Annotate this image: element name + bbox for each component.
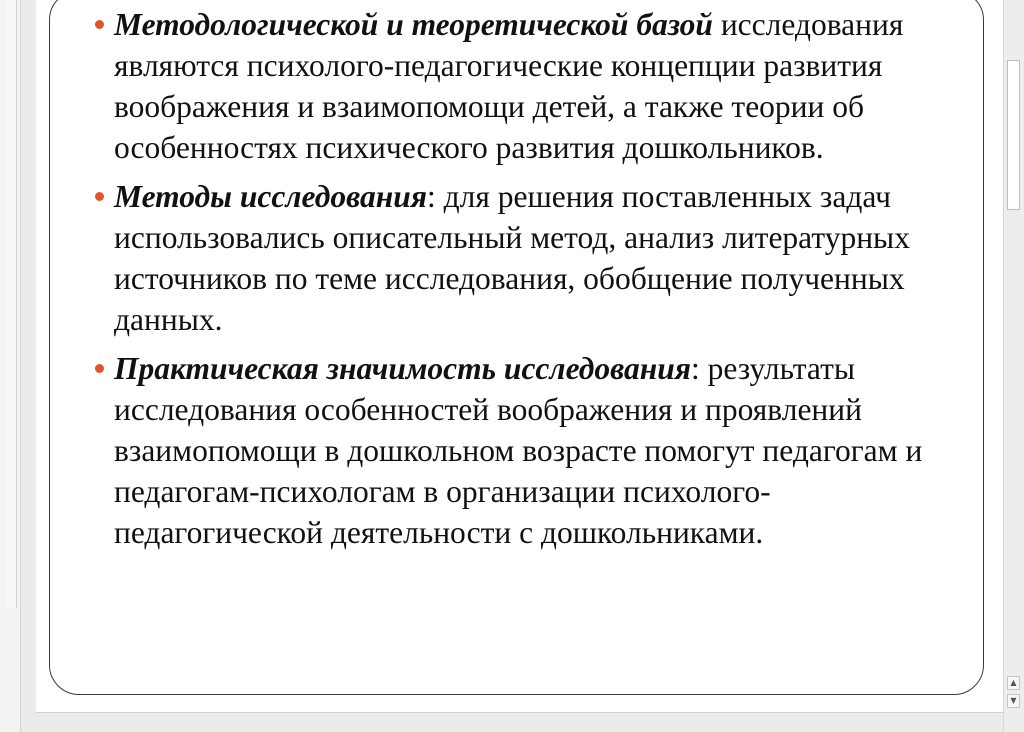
- thumbnail-scrollbar[interactable]: [6, 0, 17, 608]
- bullet-item-methods: [96, 176, 976, 340]
- bullet-dot-icon: [95, 192, 104, 201]
- bullet-text: : для решения поставленных задач использовались описательный метод, анализ литературных источников по теме исследования, обобщение полученных данных.: [114, 179, 910, 337]
- bullet-text: исследования являются психолого-педагогические концепции развития воображения и взаимопомощи детей, а также теории об особенностях психического развития дошкольников.: [114, 7, 904, 165]
- bullet-text: : результаты исследования особенностей воображения и проявлений взаимопомощи в дошкольном возрасте помогут педагогам и педагогам-психологам в организации психолого-педагогической деятельности с дошкольниками.: [114, 351, 923, 550]
- slide-canvas: [36, 0, 1004, 713]
- bullet-item-significance: [96, 348, 976, 553]
- bullet-bold-text: Методы исследования: [114, 179, 427, 214]
- chevron-up-icon[interactable]: ▲: [1007, 676, 1020, 690]
- content-placeholder[interactable]: [49, 0, 984, 695]
- bullet-dot-icon: [95, 20, 104, 29]
- bullet-bold-text: Методологической и теоретической базой: [114, 7, 713, 42]
- thumbnail-pane: [0, 0, 21, 732]
- bullet-item-methodology: [96, 4, 976, 168]
- scroll-thumb[interactable]: [1007, 60, 1020, 210]
- chevron-down-icon[interactable]: ▼: [1007, 694, 1020, 708]
- bullet-dot-icon: [95, 364, 104, 373]
- vertical-scrollbar[interactable]: [1003, 0, 1024, 732]
- bullet-bold-text: Практическая значимость исследования: [114, 351, 691, 386]
- bullet-list: [96, 4, 976, 561]
